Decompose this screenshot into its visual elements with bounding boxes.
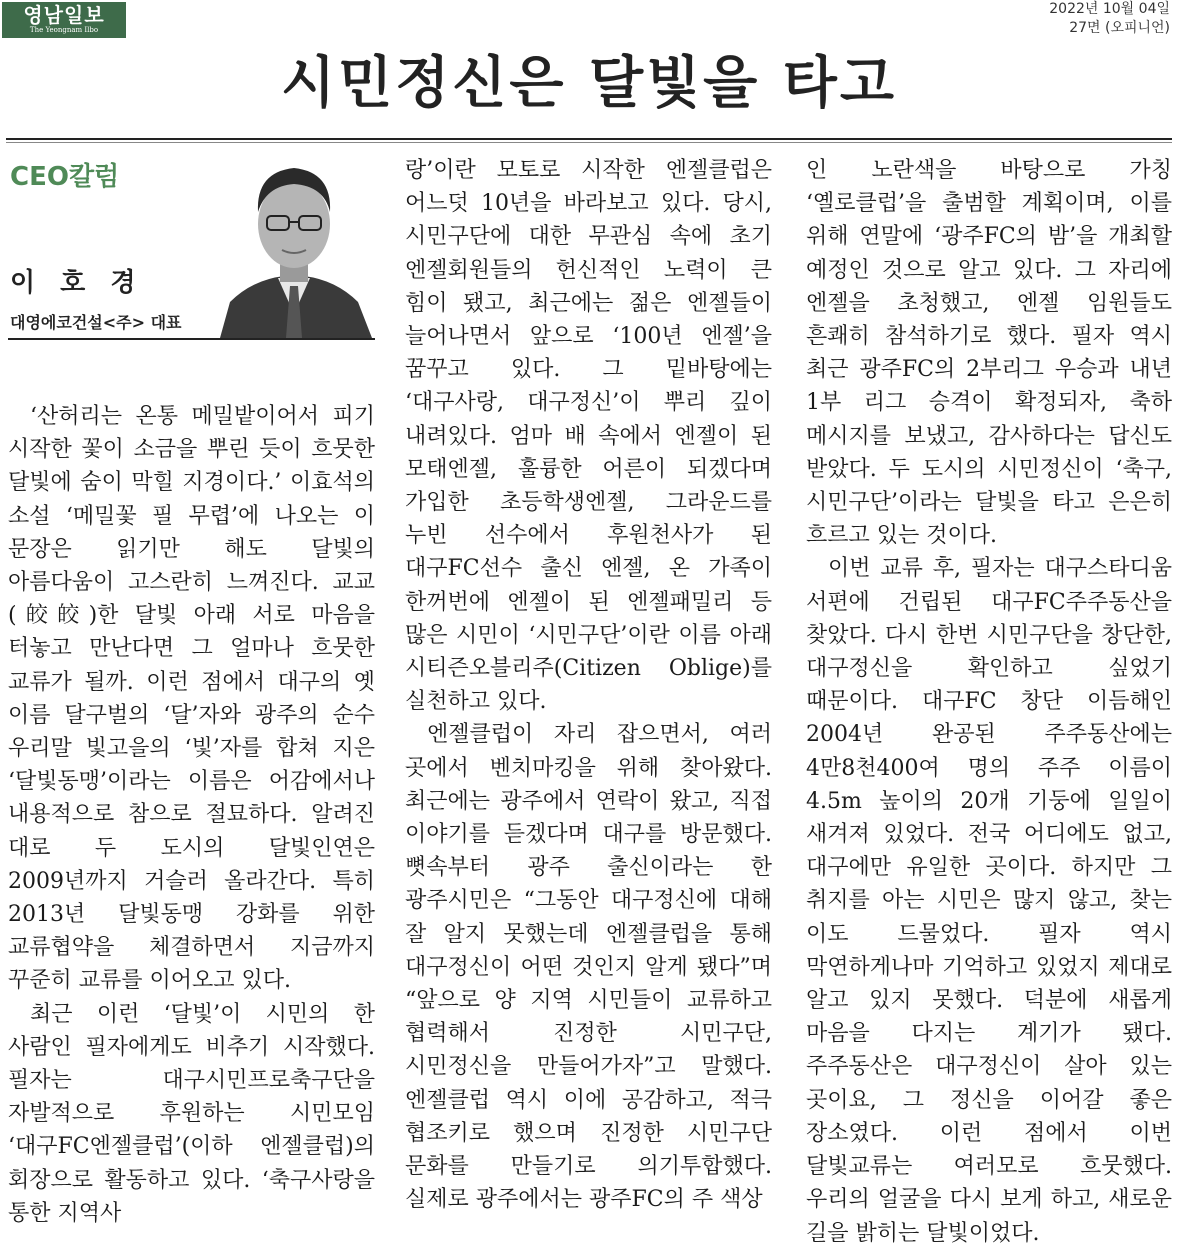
profile-divider (8, 338, 375, 340)
paragraph: 이번 교류 후, 필자는 대구스타디움 서편에 건립된 대구FC주주동산을 찾았다. 다시 한번 시민구단을 창단한, 대구정신을 확인하고 싶었기 때문이다. 대구FC 창단 이듬해인 2004년 완공된 주주동산에는 4만8천400여 명의 주주 이름이 4.5m 높이의 20개 기둥에 일일이 새겨져 있었다. 전국 어디에도 없고, 대구에만 유일한 곳이다. 하지만 그 취지를 아는 시민은 많지 않고, 찾는 이도 드물었다. 필자 역시 막연하게나마 기억하고 있었지 제대로 알고 있지 못했다. 덕분에 새롭게 마음을 다지는 계기가 됐다. 주주동산은 대구정신이 살아 있는 곳이요, 그 정신을 이어갈 좋은 장소였다. 이런 점에서 이번 달빛교류는 여러모로 흐뭇했다. 우리의 얼굴을 다시 보게 하고, 새로운 길을 밝히는 달빛이었다. (806, 556, 1172, 1246)
article-column-3 (806, 154, 1172, 1250)
headline-divider-thin (6, 142, 1172, 143)
column-section-label: CEO칼럼 (10, 162, 120, 192)
headline-divider (6, 138, 1172, 140)
newspaper-logo (2, 2, 126, 38)
author-name: 이 호 경 (10, 268, 144, 298)
article-column-1 (8, 400, 375, 1230)
author-role: 대영에코건설<주> 대표 (10, 313, 182, 332)
paragraph: 엔젤클럽이 자리 잡으면서, 여러 곳에서 벤치마킹을 위해 찾아왔다. 최근에는 광주에서 연락이 왔고, 직접 이야기를 듣겠다며 대구를 방문했다. 뼛속부터 광주 출신이라는 한 광주시민은 “그동안 대구정신에 대해 잘 알지 못했는데 엔젤클럽을 통해 대구정신이 어떤 것인지 알게 됐다”며 “앞으로 양 지역 시민들이 교류하고 협력해서 진정한 시민구단, 시민정신을 만들어가자”고 말했다. 엔젤클럽 역시 이에 공감하고, 적극 협조키로 했으며 진정한 시민구단 문화를 만들기로 의기투합했다. 실제로 광주에서는 광주FC의 주 색상 (405, 722, 772, 1213)
logo-text: 영남일보 (23, 3, 105, 27)
paragraph: ‘산허리는 온통 메밀밭이어서 피기 시작한 꽃이 소금을 뿌린 듯이 흐뭇한 달빛에 숨이 막힐 지경이다.’ 이효석의 소설 ‘메밀꽃 필 무렵’에 나오는 이 문장은 읽기만 해도 달빛의 아름다움이 고스란히 느껴진다. 교교(皎皎)한 달빛 아래 서로 마음을 터놓고 만난다면 그 얼마나 흐뭇한 교류가 될까. 이런 점에서 대구의 옛 이름 달구벌의 ‘달’자와 광주의 순수 우리말 빛고을의 ‘빛’자를 합쳐 지은 ‘달빛동맹’이라는 이름은 어감에서나 내용적으로 참으로 절묘하다. 알려진 대로 두 도시의 달빛인연은 2009년까지 거슬러 올라간다. 특히 2013년 달빛동맹 강화를 위한 교류협약을 체결하면서 지금까지 꾸준히 교류를 이어오고 있다. (8, 404, 375, 994)
publication-date: 2022년 10월 04일 (1049, 1, 1170, 17)
logo-subtitle: The Yeongnam Ilbo (29, 26, 99, 34)
page-info: 27면 (오피니언) (1069, 20, 1170, 36)
article-column-2 (405, 154, 772, 1217)
paragraph: 랑’이란 모토로 시작한 엔젤클럽은 어느덧 10년을 바라보고 있다. 당시, 시민구단에 대한 무관심 속에 초기 엔젤회원들의 헌신적인 노력이 큰 힘이 됐고, 최근에는 젊은 엔젤들이 늘어나면서 앞으로 ‘100년 엔젤’을 꿈꾸고 있다. 그 밑바탕에는 ‘대구사랑, 대구정신’이 뿌리 깊이 내려있다. 엄마 배 속에서 엔젤이 된 모태엔젤, 훌륭한 어른이 되겠다며 가입한 초등학생엔젤, 그라운드를 누빈 선수에서 후원천사가 된 대구FC선수 출신 엔젤, 온 가족이 한꺼번에 엔젤이 된 엔젤패밀리 등 많은 시민이 ‘시민구단’이란 이름 아래 시티즌오블리주(Citizen Oblige)를 실천하고 있다. (405, 158, 772, 715)
author-photo (212, 152, 375, 338)
publication-meta (1049, 0, 1170, 38)
author-profile (8, 150, 375, 340)
paragraph: 인 노란색을 바탕으로 가칭 ‘옐로클럽’을 출범할 계획이며, 이를 위해 연말에 ‘광주FC의 밤’을 개최할 예정인 것으로 알고 있다. 그 자리에 엔젤을 초청했고, 엔젤 임원들도 흔쾌히 참석하기로 했다. 필자 역시 최근 광주FC의 2부리그 우승과 내년 1부 리그 승격이 확정되자, 축하 메시지를 보냈고, 감사하다는 답신도 받았다. 두 도시의 시민정신이 ‘축구, 시민구단’이라는 달빛을 타고 은은히 흐르고 있는 것이다. (806, 158, 1172, 549)
article-headline: 시민정신은 달빛을 타고 (281, 51, 897, 116)
paragraph: 최근 이런 ‘달빛’이 시민의 한 사람인 필자에게도 비추기 시작했다. 필자는 대구시민프로축구단을 자발적으로 후원하는 시민모임 ‘대구FC엔젤클럽’(이하 엔젤클럽)의 회장으로 활동하고 있다. ‘축구사랑을 통한 지역사 (8, 1001, 375, 1226)
